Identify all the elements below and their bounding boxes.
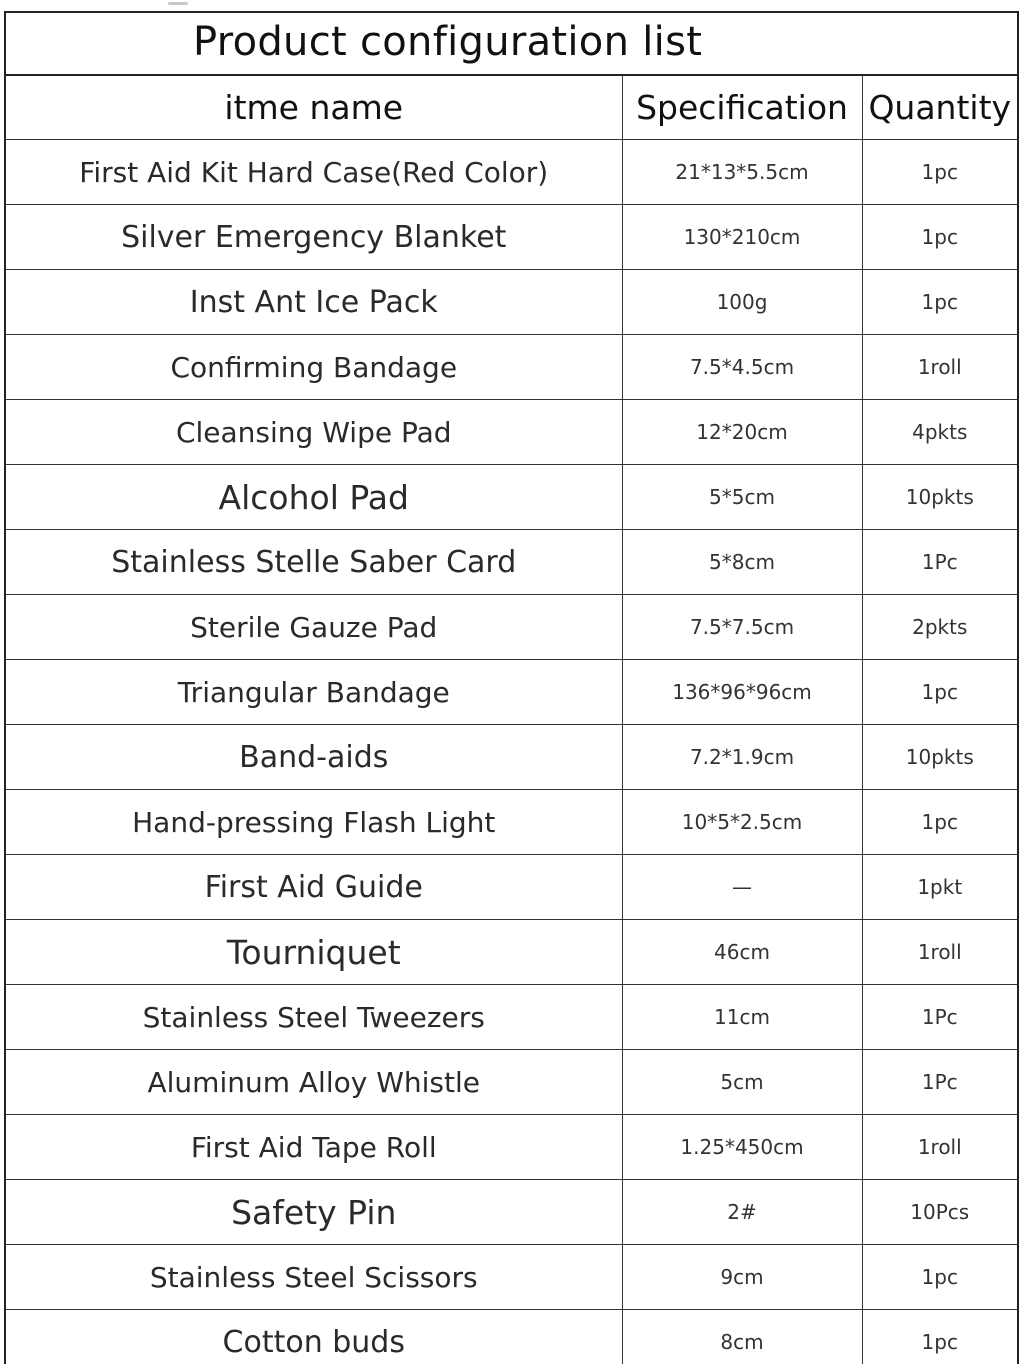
item-quantity: 1pkt xyxy=(862,855,1017,920)
item-quantity: 1pc xyxy=(862,660,1017,725)
item-name: Inst Ant Ice Pack xyxy=(6,270,622,335)
item-specification: 1.25*450cm xyxy=(622,1115,862,1180)
item-name: Cotton buds xyxy=(6,1310,622,1364)
item-specification: 100g xyxy=(622,270,862,335)
item-name: Stainless Stelle Saber Card xyxy=(6,530,622,595)
item-quantity: 10pkts xyxy=(862,465,1017,530)
item-name: Cleansing Wipe Pad xyxy=(6,400,622,465)
item-quantity: 10pkts xyxy=(862,725,1017,790)
item-specification: 8cm xyxy=(622,1310,862,1364)
column-header-name: itme name xyxy=(6,76,622,140)
item-quantity: 2pkts xyxy=(862,595,1017,660)
item-name: Sterile Gauze Pad xyxy=(6,595,622,660)
configuration-table xyxy=(6,76,1017,1364)
item-specification: 10*5*2.5cm xyxy=(622,790,862,855)
item-quantity: 1roll xyxy=(862,335,1017,400)
item-quantity: 1pc xyxy=(862,1245,1017,1310)
item-name: Stainless Steel Scissors xyxy=(6,1245,622,1310)
item-name: Tourniquet xyxy=(6,920,622,985)
item-specification: 7.5*4.5cm xyxy=(622,335,862,400)
table-row xyxy=(6,920,1017,985)
table-row xyxy=(6,465,1017,530)
item-quantity: 1Pc xyxy=(862,985,1017,1050)
item-quantity: 1roll xyxy=(862,1115,1017,1180)
item-quantity: 1pc xyxy=(862,205,1017,270)
item-specification: 136*96*96cm xyxy=(622,660,862,725)
item-quantity: 1pc xyxy=(862,270,1017,335)
table-row xyxy=(6,140,1017,205)
table-row xyxy=(6,595,1017,660)
table-row xyxy=(6,725,1017,790)
table-row xyxy=(6,1245,1017,1310)
item-name: Confirming Bandage xyxy=(6,335,622,400)
configuration-sheet xyxy=(4,11,1019,1364)
column-header-specification: Specification xyxy=(622,76,862,140)
item-quantity: 1pc xyxy=(862,140,1017,205)
table-row xyxy=(6,205,1017,270)
table-row xyxy=(6,1310,1017,1364)
item-specification: 7.5*7.5cm xyxy=(622,595,862,660)
item-specification: 5*5cm xyxy=(622,465,862,530)
item-name: Triangular Bandage xyxy=(6,660,622,725)
item-name: Alcohol Pad xyxy=(6,465,622,530)
item-quantity: 1roll xyxy=(862,920,1017,985)
column-header-quantity: Quantity xyxy=(862,76,1017,140)
item-quantity: 4pkts xyxy=(862,400,1017,465)
item-specification: 12*20cm xyxy=(622,400,862,465)
table-row xyxy=(6,530,1017,595)
item-specification: — xyxy=(622,855,862,920)
item-specification: 2# xyxy=(622,1180,862,1245)
table-row xyxy=(6,1115,1017,1180)
item-quantity: 10Pcs xyxy=(862,1180,1017,1245)
table-row xyxy=(6,855,1017,920)
item-specification: 46cm xyxy=(622,920,862,985)
table-row xyxy=(6,270,1017,335)
table-row xyxy=(6,1050,1017,1115)
item-name: Safety Pin xyxy=(6,1180,622,1245)
item-name: First Aid Kit Hard Case(Red Color) xyxy=(6,140,622,205)
item-quantity: 1Pc xyxy=(862,530,1017,595)
title-row xyxy=(6,13,1017,76)
scan-artifact-mark xyxy=(168,2,188,5)
item-specification: 130*210cm xyxy=(622,205,862,270)
item-specification: 5cm xyxy=(622,1050,862,1115)
item-name: First Aid Guide xyxy=(6,855,622,920)
item-name: Band-aids xyxy=(6,725,622,790)
item-name: First Aid Tape Roll xyxy=(6,1115,622,1180)
item-name: Aluminum Alloy Whistle xyxy=(6,1050,622,1115)
item-quantity: 1pc xyxy=(862,790,1017,855)
item-name: Hand-pressing Flash Light xyxy=(6,790,622,855)
item-specification: 9cm xyxy=(622,1245,862,1310)
item-quantity: 1Pc xyxy=(862,1050,1017,1115)
item-specification: 11cm xyxy=(622,985,862,1050)
item-specification: 7.2*1.9cm xyxy=(622,725,862,790)
item-quantity: 1pc xyxy=(862,1310,1017,1364)
item-name: Silver Emergency Blanket xyxy=(6,205,622,270)
item-specification: 21*13*5.5cm xyxy=(622,140,862,205)
item-specification: 5*8cm xyxy=(622,530,862,595)
header-row xyxy=(6,76,1017,140)
item-name: Stainless Steel Tweezers xyxy=(6,985,622,1050)
table-row xyxy=(6,400,1017,465)
table-row xyxy=(6,660,1017,725)
table-row xyxy=(6,1180,1017,1245)
table-row xyxy=(6,790,1017,855)
table-row xyxy=(6,335,1017,400)
table-row xyxy=(6,985,1017,1050)
page-title: Product configuration list xyxy=(193,19,703,65)
